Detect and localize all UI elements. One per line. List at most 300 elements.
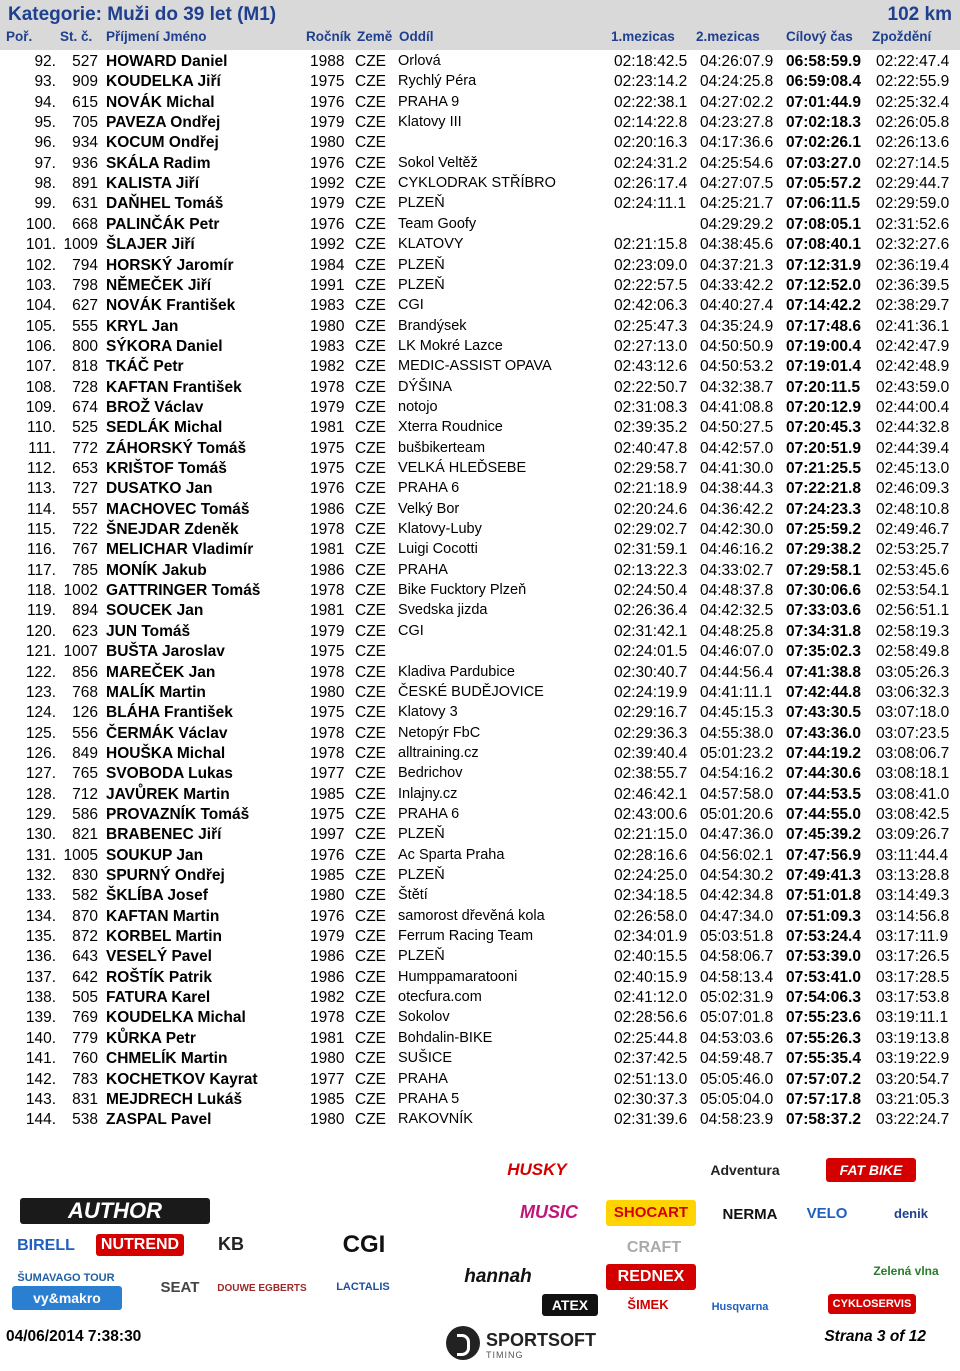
cell-start-number: 891: [72, 175, 98, 193]
cell-split2-time: 04:58:06.7: [700, 948, 774, 966]
table-row: [0, 947, 960, 967]
cell-name: MELICHAR Vladimír: [106, 541, 254, 559]
cell-split1-time: 02:27:13.0: [614, 337, 688, 355]
cell-split2-time: 04:50:53.2: [700, 358, 774, 376]
cell-name: BUŠTA Jaroslav: [106, 643, 225, 661]
race-distance: 102 km: [887, 4, 952, 25]
cell-country: CZE: [355, 1009, 386, 1027]
cell-split1-time: 02:24:31.2: [614, 154, 688, 172]
cell-split2-time: 04:50:27.5: [700, 419, 774, 437]
sponsor-logo: CRAFT: [612, 1236, 696, 1260]
cell-position: 103.: [25, 276, 56, 294]
cell-birth-year: 1992: [310, 175, 345, 193]
cell-position: 139.: [25, 1009, 56, 1027]
cell-country: CZE: [355, 114, 386, 132]
cell-position: 120.: [25, 622, 56, 640]
cell-club: Ac Sparta Praha: [398, 846, 505, 863]
cell-country: CZE: [355, 419, 386, 437]
cell-club: MEDIC-ASSIST OPAVA: [398, 358, 552, 375]
cell-split2-time: 04:25:54.6: [700, 154, 774, 172]
cell-split1-time: 02:42:06.3: [614, 297, 688, 315]
cell-position: 104.: [25, 297, 56, 315]
cell-birth-year: 1979: [310, 195, 345, 213]
table-row: [0, 1008, 960, 1028]
cell-delay-time: 02:27:14.5: [876, 154, 950, 172]
cell-name: HOWARD Daniel: [106, 53, 228, 70]
cell-name: PAVEZA Ondřej: [106, 114, 221, 132]
cell-delay-time: 03:09:26.7: [876, 826, 950, 844]
cell-name: JAVŮREK Martin: [106, 785, 230, 803]
cell-name: JUN Tomáš: [106, 622, 191, 640]
cell-country: CZE: [355, 826, 386, 844]
cell-name: SOUCEK Jan: [106, 602, 204, 620]
cell-delay-time: 03:11:44.4: [876, 846, 949, 864]
cell-club: otecfura.com: [398, 989, 482, 1006]
table-row: [0, 886, 960, 906]
cell-split2-time: 04:42:57.0: [700, 439, 774, 457]
table-row: [0, 988, 960, 1008]
cell-country: CZE: [355, 215, 386, 233]
table-row: [0, 642, 960, 662]
cell-position: 129.: [25, 805, 56, 823]
sponsor-logo: vy&makro: [12, 1286, 122, 1310]
cell-name: ČERMÁK Václav: [106, 724, 228, 742]
cell-start-number: 765: [72, 765, 98, 783]
cell-name: HOUŠKA Michal: [106, 744, 226, 762]
cell-name: MAREČEK Jan: [106, 663, 216, 681]
cell-position: 138.: [25, 989, 56, 1007]
cell-country: CZE: [355, 907, 386, 925]
cell-country: CZE: [355, 968, 386, 986]
cell-club: Sokol Veltěž: [398, 154, 478, 171]
cell-start-number: 582: [72, 887, 98, 905]
cell-finish-time: 07:42:44.8: [786, 683, 861, 701]
cell-finish-time: 07:08:40.1: [786, 236, 861, 254]
sponsor-logo: ŠUMAVAGO TOUR: [8, 1268, 124, 1288]
cell-delay-time: 02:44:39.4: [876, 439, 950, 457]
cell-position: 121.: [25, 643, 56, 661]
table-row: [0, 866, 960, 886]
cell-split2-time: 04:27:02.2: [700, 93, 774, 111]
cell-position: 132.: [25, 867, 56, 884]
cell-split1-time: 02:51:13.0: [614, 1070, 688, 1088]
cell-club: Bike Fucktory Plzeň: [398, 582, 527, 599]
cell-split2-time: 04:27:07.5: [700, 175, 774, 193]
cell-country: CZE: [355, 541, 386, 559]
col-header-split2: 2.mezicas: [696, 29, 760, 44]
sponsor-logo: REDNEX: [606, 1264, 696, 1290]
cell-start-number: 1009: [63, 236, 98, 254]
cell-start-number: 727: [72, 480, 98, 498]
table-row: [0, 500, 960, 520]
table-row: [0, 235, 960, 255]
cell-finish-time: 07:30:06.6: [786, 582, 861, 600]
cell-delay-time: 02:31:52.6: [876, 215, 950, 233]
cell-country: CZE: [355, 297, 386, 315]
cell-position: 140.: [25, 1029, 56, 1047]
cell-birth-year: 1976: [310, 907, 345, 925]
cell-split2-time: 04:32:38.7: [700, 378, 774, 396]
cell-name: PALINČÁK Petr: [106, 215, 220, 233]
cell-club: LK Mokré Lazce: [398, 337, 503, 354]
cell-split2-time: 04:54:30.2: [700, 867, 774, 884]
cell-country: CZE: [355, 846, 386, 864]
cell-start-number: 705: [72, 114, 98, 132]
cell-country: CZE: [355, 1090, 386, 1108]
cell-country: CZE: [355, 480, 386, 498]
cell-position: 108.: [25, 378, 56, 396]
col-header-club: Oddíl: [399, 29, 434, 44]
cell-position: 128.: [25, 785, 56, 803]
cell-finish-time: 07:47:56.9: [786, 846, 861, 864]
cell-birth-year: 1988: [310, 53, 345, 70]
cell-finish-time: 07:51:01.8: [786, 887, 861, 905]
cell-split1-time: 02:20:24.6: [614, 500, 688, 518]
cell-start-number: 1002: [63, 582, 98, 600]
cell-finish-time: 07:20:45.3: [786, 419, 861, 437]
cell-birth-year: 1992: [310, 236, 345, 254]
cell-position: 130.: [25, 826, 56, 844]
cell-split1-time: 02:18:42.5: [614, 53, 688, 70]
cell-start-number: 798: [72, 276, 98, 294]
cell-finish-time: 06:59:08.4: [786, 73, 861, 91]
cell-start-number: 538: [72, 1111, 98, 1129]
table-row: [0, 846, 960, 866]
cell-split1-time: 02:39:35.2: [614, 419, 688, 437]
cell-name: MACHOVEC Tomáš: [106, 500, 250, 518]
cell-delay-time: 03:17:28.5: [876, 968, 950, 986]
sponsor-logo: CYKLOSERVIS: [828, 1294, 916, 1314]
cell-split1-time: 02:34:01.9: [614, 928, 688, 946]
sponsor-logo: hannah: [446, 1264, 550, 1290]
cell-country: CZE: [355, 73, 386, 91]
cell-split2-time: 05:01:20.6: [700, 805, 774, 823]
cell-country: CZE: [355, 93, 386, 111]
sponsor-logos: [0, 1148, 960, 1318]
cell-position: 127.: [25, 765, 56, 783]
cell-finish-time: 07:05:57.2: [786, 175, 861, 193]
cell-split1-time: 02:22:38.1: [614, 93, 688, 111]
cell-finish-time: 07:12:52.0: [786, 276, 861, 294]
cell-country: CZE: [355, 724, 386, 742]
cell-position: 115.: [26, 521, 56, 539]
cell-finish-time: 07:41:38.8: [786, 663, 861, 681]
table-row: [0, 154, 960, 174]
cell-country: CZE: [355, 785, 386, 803]
cell-name: FATURA Karel: [106, 989, 211, 1007]
cell-country: CZE: [355, 236, 386, 254]
cell-split1-time: 02:43:12.6: [614, 358, 688, 376]
cell-position: 93.: [34, 73, 56, 91]
cell-split1-time: 02:21:18.9: [614, 480, 688, 498]
cell-finish-time: 07:57:17.8: [786, 1090, 861, 1108]
cell-country: CZE: [355, 887, 386, 905]
cell-country: CZE: [355, 683, 386, 701]
cell-position: 110.: [26, 419, 56, 437]
table-row: [0, 439, 960, 459]
table-row: [0, 357, 960, 377]
cell-split2-time: 05:05:46.0: [700, 1070, 774, 1088]
cell-delay-time: 02:56:51.1: [876, 602, 950, 620]
cell-country: CZE: [355, 928, 386, 946]
cell-name: MONÍK Jakub: [106, 561, 207, 579]
cell-birth-year: 1985: [310, 867, 345, 884]
cell-position: 123.: [25, 683, 56, 701]
cell-club: Bedrichov: [398, 765, 463, 782]
cell-club: Bohdalin-BIKE: [398, 1029, 493, 1046]
cell-start-number: 779: [72, 1029, 98, 1047]
cell-split2-time: 04:41:30.0: [700, 460, 774, 477]
cell-birth-year: 1986: [310, 968, 345, 986]
cell-split1-time: 02:29:36.3: [614, 724, 688, 742]
cell-country: CZE: [355, 805, 386, 823]
cell-birth-year: 1976: [310, 846, 345, 864]
cell-finish-time: 07:53:41.0: [786, 968, 861, 986]
cell-birth-year: 1978: [310, 744, 345, 762]
table-row: [0, 1049, 960, 1069]
cell-finish-time: 07:20:11.5: [786, 378, 861, 396]
cell-name: SKÁLA Radim: [106, 154, 211, 172]
cell-split1-time: 02:31:42.1: [614, 622, 688, 640]
cell-country: CZE: [355, 175, 386, 193]
cell-start-number: 728: [72, 378, 98, 396]
cell-country: CZE: [355, 744, 386, 762]
cell-start-number: 505: [72, 989, 98, 1007]
cell-start-number: 623: [72, 622, 98, 640]
cell-club: Humppamaratooni: [398, 968, 518, 985]
cell-start-number: 783: [72, 1070, 98, 1088]
cell-birth-year: 1982: [310, 358, 345, 376]
cell-name: KAFTAN František: [106, 378, 242, 396]
cell-birth-year: 1976: [310, 215, 345, 233]
cell-start-number: 556: [72, 724, 98, 742]
cell-position: 122.: [25, 663, 56, 681]
cell-delay-time: 02:29:59.0: [876, 195, 950, 213]
cell-start-number: 712: [72, 785, 98, 803]
cell-finish-time: 07:45:39.2: [786, 826, 861, 844]
cell-finish-time: 07:53:39.0: [786, 948, 861, 966]
cell-split2-time: 04:58:23.9: [700, 1111, 774, 1129]
sponsor-logo: SHOCART: [606, 1200, 696, 1226]
cell-start-number: 794: [72, 256, 98, 274]
cell-position: 136.: [25, 948, 56, 966]
table-row: [0, 968, 960, 988]
cell-delay-time: 03:08:06.7: [876, 744, 950, 762]
cell-split1-time: 02:26:36.4: [614, 602, 688, 620]
cell-country: CZE: [355, 337, 386, 355]
cell-start-number: 856: [72, 663, 98, 681]
cell-start-number: 821: [72, 826, 98, 844]
cell-finish-time: 07:19:01.4: [786, 358, 861, 376]
sponsor-logo: DOUWE EGBERTS: [214, 1268, 310, 1310]
cell-birth-year: 1976: [310, 154, 345, 172]
sportsoft-icon: [446, 1326, 480, 1360]
cell-split2-time: 04:42:34.8: [700, 887, 774, 905]
cell-birth-year: 1977: [310, 765, 345, 783]
cell-split2-time: 04:40:27.4: [700, 297, 774, 315]
cell-name: KOUDELKA Jiří: [106, 73, 221, 91]
cell-finish-time: 07:03:27.0: [786, 154, 861, 172]
cell-club: PRAHA: [398, 1070, 448, 1087]
col-header-delay: Zpoždění: [872, 29, 932, 44]
table-row: [0, 479, 960, 499]
cell-split1-time: 02:30:40.7: [614, 663, 688, 681]
cell-finish-time: 07:55:26.3: [786, 1029, 861, 1047]
cell-name: KRIŠTOF Tomáš: [106, 460, 227, 477]
cell-delay-time: 02:46:09.3: [876, 480, 950, 498]
cell-split2-time: 04:50:50.9: [700, 337, 774, 355]
table-row: [0, 256, 960, 276]
cell-start-number: 722: [72, 521, 98, 539]
cell-club: PRAHA 5: [398, 1090, 460, 1107]
cell-position: 99.: [34, 195, 56, 213]
category-title: Kategorie: Muži do 39 let (M1): [8, 4, 277, 25]
cell-birth-year: 1975: [310, 704, 345, 722]
cell-country: CZE: [355, 439, 386, 457]
cell-position: 92.: [34, 53, 56, 70]
col-header-position: Poř.: [6, 29, 33, 44]
cell-split2-time: 04:58:13.4: [700, 968, 774, 986]
cell-country: CZE: [355, 561, 386, 579]
cell-delay-time: 02:58:49.8: [876, 643, 950, 661]
cell-delay-time: 02:22:47.4: [876, 53, 950, 70]
cell-position: 106.: [25, 337, 56, 355]
cell-club: Luigi Cocotti: [398, 541, 478, 558]
cell-name: NĚMEČEK Jiří: [106, 276, 212, 294]
cell-position: 141.: [25, 1050, 56, 1068]
cell-finish-time: 07:43:30.5: [786, 704, 861, 722]
cell-country: CZE: [355, 521, 386, 539]
cell-birth-year: 1985: [310, 785, 345, 803]
cell-start-number: 767: [72, 541, 98, 559]
sponsor-logo: SEAT: [154, 1268, 206, 1308]
cell-name: PROVAZNÍK Tomáš: [106, 805, 250, 823]
cell-split2-time: 04:48:37.8: [700, 582, 774, 600]
cell-split1-time: 02:24:19.9: [614, 683, 688, 701]
cell-split1-time: 02:21:15.0: [614, 826, 688, 844]
table-row: [0, 1090, 960, 1110]
cell-split2-time: 05:02:31.9: [700, 989, 774, 1007]
sponsor-logo: LACTALIS: [326, 1274, 400, 1300]
cell-club: PLZEŇ: [398, 867, 445, 883]
cell-delay-time: 02:53:25.7: [876, 541, 950, 559]
cell-delay-time: 02:32:27.6: [876, 236, 950, 254]
table-row: [0, 561, 960, 581]
cell-delay-time: 02:29:44.7: [876, 175, 950, 193]
table-row: [0, 622, 960, 642]
cell-birth-year: 1978: [310, 663, 345, 681]
cell-birth-year: 1978: [310, 378, 345, 396]
cell-position: 133.: [25, 887, 56, 905]
table-row: [0, 540, 960, 560]
sponsor-logo: FAT BIKE: [826, 1158, 916, 1182]
cell-split2-time: 04:33:02.7: [700, 561, 774, 579]
cell-delay-time: 02:44:32.8: [876, 419, 950, 437]
cell-name: BROŽ Václav: [106, 398, 204, 416]
cell-club: SUŠICE: [398, 1050, 452, 1067]
cell-club: CGI: [398, 297, 424, 314]
cell-split1-time: 02:31:08.3: [614, 398, 688, 416]
cell-country: CZE: [355, 1070, 386, 1088]
cell-delay-time: 03:08:18.1: [876, 765, 950, 783]
cell-start-number: 525: [72, 419, 98, 437]
cell-finish-time: 07:44:53.5: [786, 785, 861, 803]
cell-start-number: 557: [72, 500, 98, 518]
cell-split2-time: 04:35:24.9: [700, 317, 774, 335]
col-header-start-number: St. č.: [60, 29, 93, 44]
cell-position: 134.: [25, 907, 56, 925]
cell-club: PLZEŇ: [398, 256, 445, 273]
cell-birth-year: 1976: [310, 480, 345, 498]
cell-country: CZE: [355, 1029, 386, 1047]
cell-position: 105.: [25, 317, 56, 335]
table-row: [0, 520, 960, 540]
cell-country: CZE: [355, 276, 386, 294]
cell-finish-time: 07:57:07.2: [786, 1070, 861, 1088]
cell-club: Svedska jizda: [398, 602, 488, 619]
cell-name: KORBEL Martin: [106, 928, 222, 946]
cell-finish-time: 07:20:12.9: [786, 398, 861, 416]
cell-name: SÝKORA Daniel: [106, 337, 223, 355]
cell-name: KOCUM Ondřej: [106, 134, 219, 152]
cell-split1-time: 02:41:12.0: [614, 989, 688, 1007]
cell-name: KOCHETKOV Kayrat: [106, 1070, 258, 1088]
cell-finish-time: 07:44:55.0: [786, 805, 861, 823]
cell-position: 107.: [25, 358, 56, 376]
cell-position: 126.: [25, 744, 56, 762]
cell-start-number: 615: [72, 93, 98, 111]
cell-finish-time: 07:33:03.6: [786, 602, 861, 620]
table-row: [0, 805, 960, 825]
cell-birth-year: 1976: [310, 93, 345, 111]
cell-split2-time: 05:05:04.0: [700, 1090, 774, 1108]
cell-birth-year: 1981: [310, 1029, 345, 1047]
cell-country: CZE: [355, 948, 386, 966]
cell-delay-time: 03:17:11.9: [876, 928, 949, 946]
table-row: [0, 663, 960, 683]
cell-split2-time: 04:38:45.6: [700, 236, 774, 254]
cell-position: 111.: [28, 439, 56, 457]
cell-country: CZE: [355, 154, 386, 172]
cell-birth-year: 1986: [310, 500, 345, 518]
cell-start-number: 555: [72, 317, 98, 335]
cell-name: BRABENEC Jiří: [106, 826, 222, 844]
cell-birth-year: 1982: [310, 989, 345, 1007]
cell-delay-time: 03:14:56.8: [876, 907, 950, 925]
table-row: [0, 317, 960, 337]
cell-delay-time: 03:06:32.3: [876, 683, 950, 701]
cell-birth-year: 1975: [310, 460, 345, 477]
cell-split1-time: 02:40:15.5: [614, 948, 688, 966]
table-row: [0, 276, 960, 296]
table-row: [0, 724, 960, 744]
cell-start-number: 1005: [63, 846, 98, 864]
cell-birth-year: 1980: [310, 683, 345, 701]
cell-delay-time: 02:58:19.3: [876, 622, 950, 640]
cell-finish-time: 07:44:30.6: [786, 765, 861, 783]
cell-club: PLZEŇ: [398, 276, 445, 293]
cell-finish-time: 07:49:41.3: [786, 867, 861, 884]
cell-split2-time: 04:26:07.9: [700, 53, 774, 70]
cell-delay-time: 02:43:59.0: [876, 378, 950, 396]
cell-club: PLZEŇ: [398, 826, 445, 843]
cell-delay-time: 03:22:24.7: [876, 1111, 950, 1129]
sponsor-logo: AUTHOR: [20, 1198, 210, 1224]
cell-country: CZE: [355, 53, 386, 70]
cell-position: 116.: [26, 541, 56, 559]
cell-split2-time: 04:29:29.2: [700, 215, 774, 233]
cell-split1-time: 02:43:00.6: [614, 805, 688, 823]
